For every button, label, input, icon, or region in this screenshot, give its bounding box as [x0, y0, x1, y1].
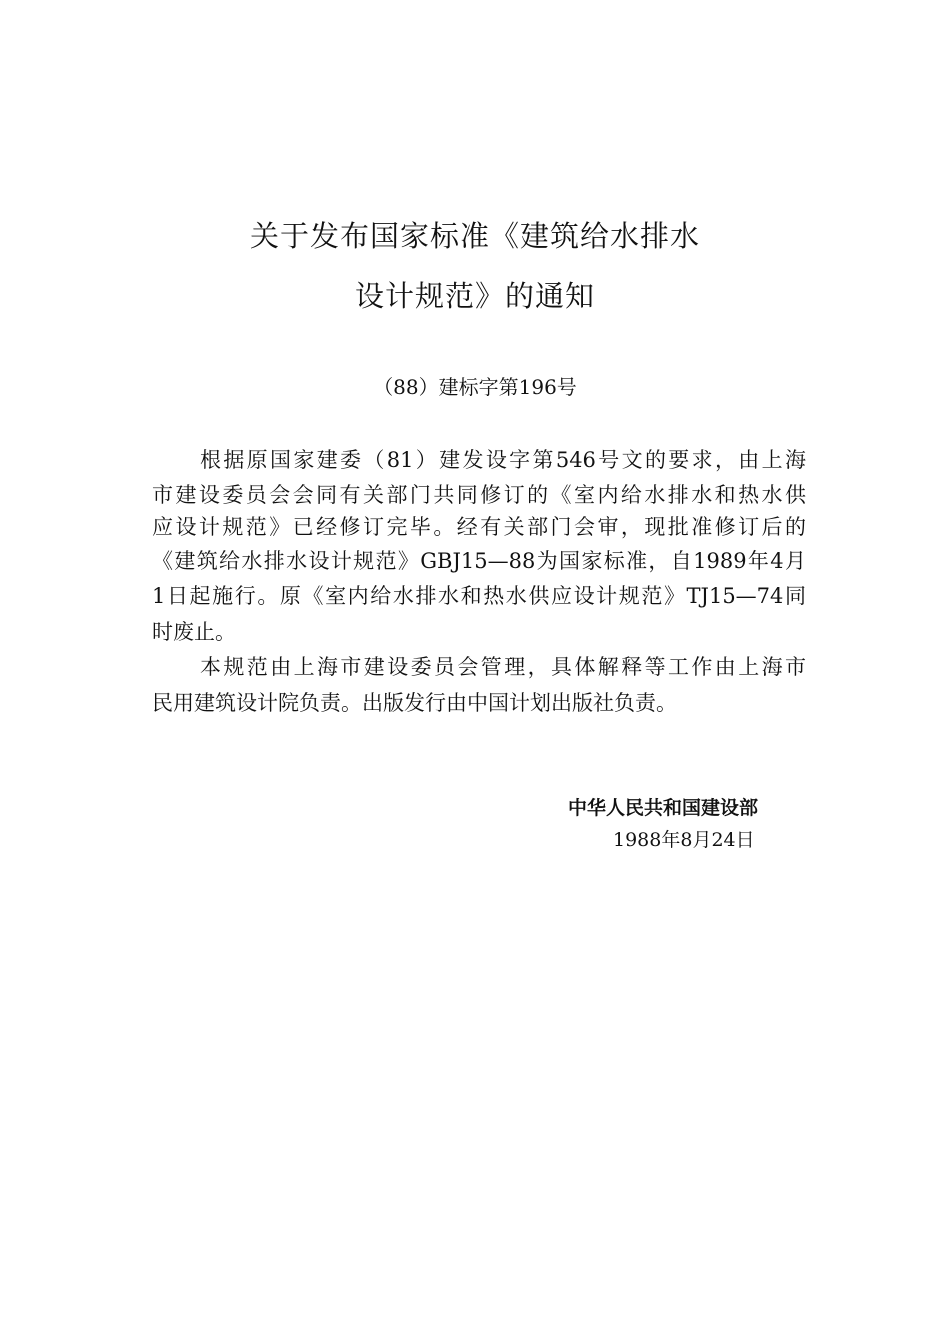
paragraph-2-line: 本规范由上海市建设委员会管理，具体解释等工作由上海市 — [200, 655, 806, 679]
paragraph-1-line: 时废止。 — [152, 620, 236, 644]
paragraph-1-line: 1日起施行。原《室内给水排水和热水供应设计规范》TJ15—74同 — [152, 584, 806, 608]
signature-organization: 中华人民共和国建设部 — [568, 797, 759, 819]
paragraph-1-line: 《建筑给水排水设计规范》GBJ15—88为国家标准，自1989年4月 — [152, 549, 806, 573]
document-title-line-2: 设计规范》的通知 — [354, 279, 595, 313]
paragraph-2-line: 民用建筑设计院负责。出版发行由中国计划出版社负责。 — [152, 691, 677, 715]
paragraph-1-line: 市建设委员会会同有关部门共同修订的《室内给水排水和热水供 — [152, 483, 806, 507]
signature-date: 1988年8月24日 — [613, 829, 755, 851]
paragraph-1-line: 根据原国家建委（81）建发设字第546号文的要求，由上海 — [200, 448, 806, 472]
document-number: （88）建标字第196号 — [373, 375, 577, 399]
paragraph-1-line: 应设计规范》已经修订完毕。经有关部门会审，现批准修订后的 — [152, 515, 806, 539]
document-title-line-1: 关于发布国家标准《建筑给水排水 — [249, 219, 700, 253]
